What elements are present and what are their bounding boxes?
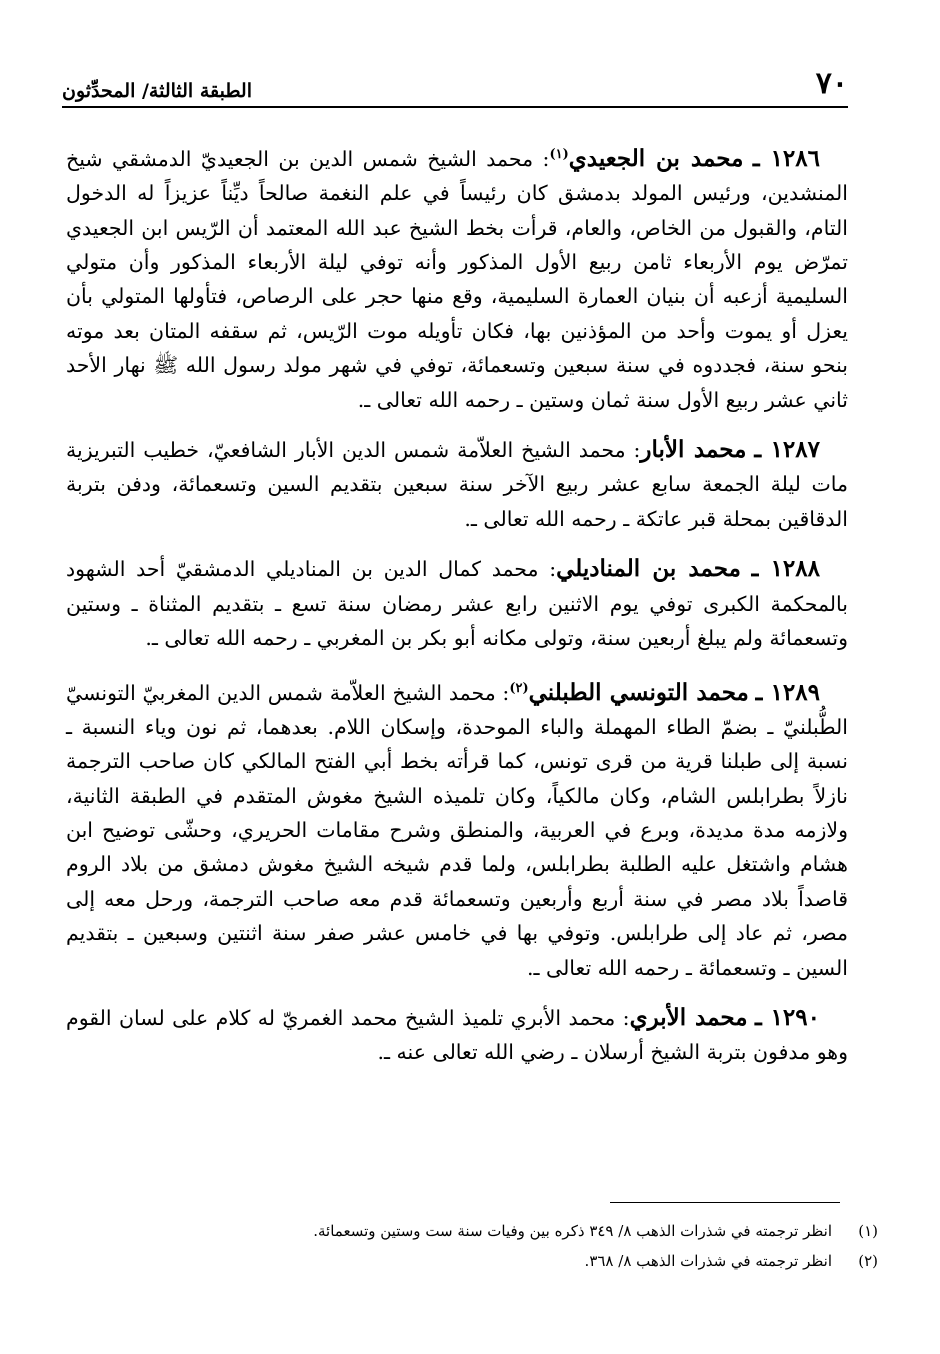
entry-1287	[66, 433, 848, 536]
footnote-1	[90, 1216, 878, 1246]
footnote-reference: (١)	[549, 147, 569, 162]
entry-name: محمد الأبار	[640, 436, 747, 464]
entry-text: : محمد كمال الدين بن المناديلي الدمشقيّ أحد الشهود بالمحكمة الكبرى توفي يوم الاثنين رابع عشر رمضان سنة تسع ـ بتقديم المثناة ـ وستين وتسعمائة ولم يبلغ أربعين سنة، وتولى مكانه أبو بكر بن المغربي ـ رحمه الله تعالى ـ.	[66, 557, 848, 651]
running-head: الطبقة الثالثة/ المحدِّثون	[62, 80, 252, 102]
entry-text: : محمد الأبري تلميذ الشيخ محمد الغمريّ له كلام على لسان القوم وهو مدفون بتربة الشيخ أرسلان ـ رضي الله تعالى عنه ـ.	[66, 1006, 848, 1065]
page-header	[62, 58, 848, 108]
footnotes	[90, 1216, 878, 1276]
entry-text: : محمد الشيخ شمس الدين بن الجعيديّ الدمشقي شيخ المنشدين، ورئيس المولد بدمشق كان رئيساً في علم النغمة صالحاً ديِّناً عزيزاً له الدخول التام، والقبول من الخاص، والعام، قرأت بخط الشيخ عبد الله المعتمد أن الرّيس ابن الجعيدي تمرّض يوم الأربعاء ثامن ربيع الأول المذكور وأنه توفي ليلة الأربعاء المذكور وأن متولي السليمية أزعبه أن بنيان العمارة السليمية، وقع منها حجر على الرصاص، فتأولها المتولي بأن يعزل أو يموت وأحد من المؤذنين بها، فكان تأويله موت الرّيس، ثم سقفه المتان بعد موته بنحو سنة، فجددوه في سنة سبعين وتسعمائة، توفي في شهر مولد رسول الله ﷺ نهار الأحد ثاني عشر ربيع الأول سنة ثمان وستين ـ رحمه الله تعالى ـ.	[66, 146, 848, 412]
entry-1289	[66, 672, 848, 985]
entry-number: ١٢٨٧ ـ	[754, 436, 820, 464]
entry-1290	[66, 1001, 848, 1070]
page-number: ٧٠	[815, 66, 848, 101]
entry-text: : محمد الشيخ العلاّمة شمس الدين المغربيّ التونسيّ الطُّبلنيّ ـ بضمّ الطاء المهملة والباء الموحدة، وإسكان اللام. بعدهما، ثم نون وياء النسبة ـ نسبة إلى طبلنا قرية من قرى تونس، كما قرأته بخط أبي الفتح المالكي كان صاحب الترجمة نازلاً بطرابلس الشام، وكان مالكياً، وكان تلميذه الشيخ مغوش المتقدم في الطبقة الثانية، ولازمه مدة مديدة، وبرع في العربية، والمنطق وشرح مقامات الحريري، وحشّى توضيح ابن هشام واشتغل عليه الطلبة بطرابلس، ولما قدم شيخه الشيخ مغوش دمشق من بلاد الروم قاصداً بلاد مصر في سنة أربع وأربعين وتسعمائة قدم معه صاحب الترجمة، ورحل معه إلى مصر، ثم عاد إلى طرابلس. وتوفي بها في خامس عشر صفر سنة اثنتين وسبعين ـ بتقديم السين ـ وتسعمائة ـ رحمه الله تعالى ـ.	[66, 680, 848, 980]
footnote-text: انظر ترجمته في شذرات الذهب ٨/ ٣٤٩ ذكره بين وفيات سنة ست وستين وتسعمائة.	[313, 1222, 832, 1240]
entry-name: محمد بن المناديلي	[556, 555, 741, 583]
entry-number: ١٢٨٨ ـ	[751, 555, 820, 583]
entry-text: : محمد الشيخ العلاّمة شمس الدين الأبار الشافعيّ، خطيب التبريزية مات ليلة الجمعة سابع عشر ربيع الآخر سنة سبعين بتقديم السين وتسعمائة، ودفن بتربة الدقاقين بمحلة قبر عاتكة ـ رحمه الله تعالى ـ.	[66, 438, 848, 531]
footnote-2	[90, 1246, 878, 1276]
footnote-mark: (٢)	[858, 1252, 878, 1270]
entry-number: ١٢٨٦ ـ	[752, 144, 820, 172]
entry-number: ١٢٨٩ ـ	[755, 678, 820, 706]
entry-name: محمد التونسي الطبلني	[528, 678, 749, 706]
footnote-text: انظر ترجمته في شذرات الذهب ٨/ ٣٦٨.	[584, 1252, 832, 1270]
footnote-mark: (١)	[858, 1222, 878, 1240]
entry-number: ١٢٩٠ ـ	[754, 1004, 820, 1031]
entry-name: محمد بن الجعيدي	[568, 144, 744, 172]
entry-1286	[66, 138, 848, 417]
entry-1288	[66, 552, 848, 655]
footnote-reference: (٢)	[509, 680, 529, 696]
entry-name: محمد الأبري	[629, 1004, 748, 1031]
biography-entries	[66, 138, 848, 1086]
footnote-separator	[610, 1202, 840, 1203]
